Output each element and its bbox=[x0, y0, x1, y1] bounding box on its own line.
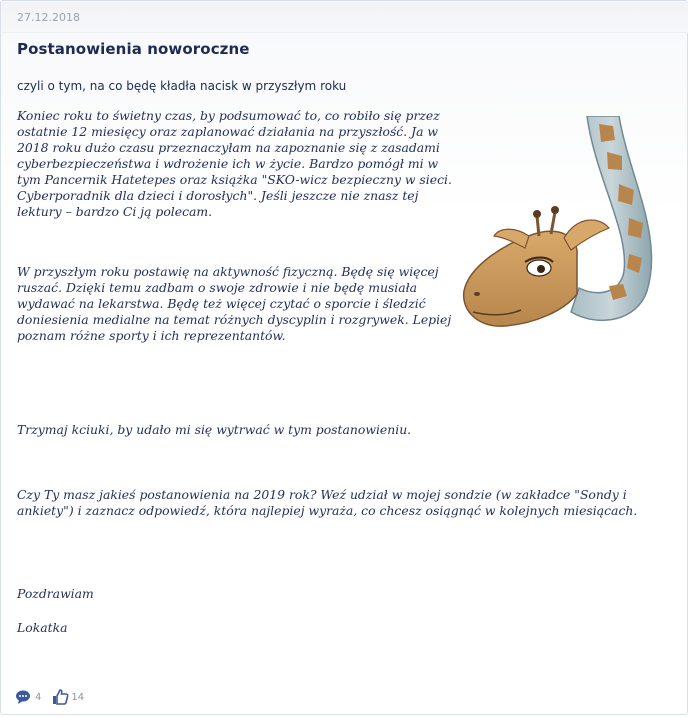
comments-count: 4 bbox=[35, 691, 42, 703]
giraffe-illustration bbox=[459, 116, 681, 341]
speech-bubbles-icon bbox=[15, 689, 33, 705]
post-paragraph-intro: Koniec roku to świetny czas, by podsumować to, co robiło się przez ostatnie 12 miesięcy oraz zaplanować działania na przyszłość. Ja w 2018 roku dużo czasu przeznaczyłam na zapoznanie się z zasadami cyberbezpieczeństwa i wdrożenie ich w życie. Bardzo pomógł mi w tym Pancernik Hatetepes oraz książka "SKO-wicz bezpieczny w sieci. Cyberporadnik dla dzieci i dorosłych". Jeśli jeszcze nie znasz tej lektury – bardzo Ci ją polecam. bbox=[17, 108, 452, 219]
likes-button[interactable] bbox=[51, 689, 84, 705]
post-paragraph-survey: Czy Ty masz jakieś postanowienia na 2019 rok? Weź udział w mojej sondzie (w zakładce "Sondy i ankiety") i zaznacz odpowiedź, która najlepiej wyraża, co chcesz osiągnąć w kolejnych miesiącach. bbox=[17, 487, 638, 518]
post-paragraph-plans: W przyszłym roku postawię na aktywność fizyczną. Będę się więcej ruszać. Dzięki temu zadbam o swoje zdrowie i nie będę musiała wydawać na lekarstwa. Będę też więcej czytać o sporcie i śledzić doniesienia medialne na temat różnych dyscyplin i rozgrywek. Lepiej poznam różne sporty i ich reprezentantów. bbox=[17, 264, 452, 343]
post-title: Postanowienia noworoczne bbox=[17, 40, 250, 58]
thumbs-up-icon bbox=[51, 689, 69, 705]
comments-button[interactable] bbox=[15, 689, 41, 705]
post-header-strip bbox=[2, 2, 688, 33]
post-subtitle: czyli o tym, na co będę kładła nacisk w przyszłym roku bbox=[17, 79, 347, 93]
likes-count: 14 bbox=[71, 691, 85, 703]
post-footer bbox=[15, 687, 94, 707]
post-paragraph-wish: Trzymaj kciuki, by udało mi się wytrwać w tym postanowieniu. bbox=[17, 422, 412, 437]
post-signature: Lokatka bbox=[17, 620, 68, 635]
post-date: 27.12.2018 bbox=[17, 11, 80, 24]
post-greeting: Pozdrawiam bbox=[17, 586, 94, 601]
